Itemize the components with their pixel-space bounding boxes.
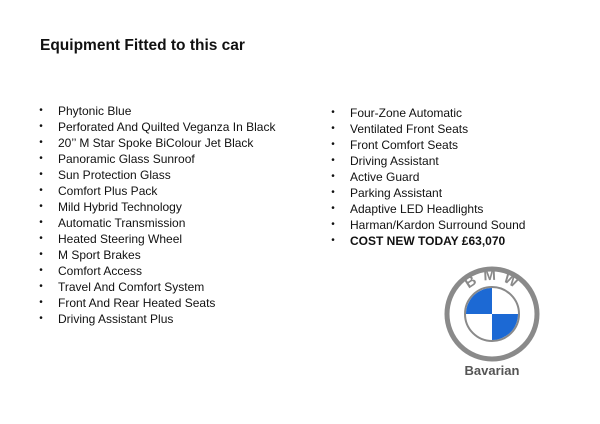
list-item	[37, 135, 275, 151]
bullet: •	[39, 217, 43, 228]
list-item	[37, 183, 275, 199]
item-label: Adaptive LED Headlights	[350, 202, 484, 216]
bullet: •	[39, 201, 43, 212]
bullet: •	[39, 281, 43, 292]
bullet: •	[331, 171, 335, 182]
list-item	[37, 263, 275, 279]
bullet: •	[39, 233, 43, 244]
list-item	[37, 311, 275, 327]
dealer-name: Bavarian	[464, 363, 520, 378]
bullet: •	[331, 203, 335, 214]
page-title: Equipment Fitted to this car	[40, 37, 245, 54]
bmw-roundel-logo	[444, 266, 540, 362]
item-label: Phytonic Blue	[58, 104, 132, 118]
item-label: Mild Hybrid Technology	[58, 200, 182, 214]
logo-letters: B M W	[461, 266, 523, 293]
item-label: Driving Assistant Plus	[58, 312, 174, 326]
item-label: Perforated And Quilted Veganza In Black	[58, 120, 276, 134]
bullet: •	[331, 123, 335, 134]
bullet: •	[39, 297, 43, 308]
bullet: •	[39, 105, 43, 116]
item-label: Comfort Plus Pack	[58, 184, 158, 198]
logo-blue-quadrant	[492, 314, 518, 340]
bullet: •	[39, 153, 43, 164]
cost-new-label: COST NEW TODAY £63,070	[350, 234, 506, 248]
list-item	[37, 103, 275, 119]
bullet: •	[39, 121, 43, 132]
item-label: Driving Assistant	[350, 154, 439, 168]
item-label: Comfort Access	[58, 264, 143, 278]
bullet: •	[331, 139, 335, 150]
list-item	[37, 199, 275, 215]
list-item	[37, 167, 275, 183]
item-label: Travel And Comfort System	[58, 280, 205, 294]
list-item	[37, 151, 275, 167]
bmw-dealer-logo	[444, 266, 540, 384]
equipment-list-right	[329, 105, 525, 249]
bullet: •	[39, 137, 43, 148]
item-label: Parking Assistant	[350, 186, 443, 200]
cost-new-item	[329, 233, 525, 249]
list-item	[329, 201, 525, 217]
list-item	[329, 185, 525, 201]
item-label: 20’’ M Star Spoke BiColour Jet Black	[58, 136, 254, 150]
bullet: •	[331, 155, 335, 166]
bullet: •	[39, 265, 43, 276]
list-item	[37, 247, 275, 263]
bullet: •	[331, 235, 335, 246]
item-label: Ventilated Front Seats	[350, 122, 469, 136]
item-label: Panoramic Glass Sunroof	[58, 152, 195, 166]
list-item	[329, 217, 525, 233]
bullet: •	[331, 187, 335, 198]
list-item	[37, 295, 275, 311]
equipment-list-left	[37, 103, 275, 327]
list-item	[37, 231, 275, 247]
list-item	[329, 137, 525, 153]
item-label: Active Guard	[350, 170, 420, 184]
item-label: Harman/Kardon Surround Sound	[350, 218, 526, 232]
bullet: •	[39, 249, 43, 260]
bullet: •	[39, 185, 43, 196]
item-label: Front Comfort Seats	[350, 138, 459, 152]
list-item	[329, 105, 525, 121]
item-label: Automatic Transmission	[58, 216, 186, 230]
list-item	[37, 119, 275, 135]
list-item	[329, 121, 525, 137]
bullet: •	[331, 219, 335, 230]
item-label: Four-Zone Automatic	[350, 106, 463, 120]
list-item	[329, 169, 525, 185]
list-item	[329, 153, 525, 169]
item-label: M Sport Brakes	[58, 248, 141, 262]
list-item	[37, 279, 275, 295]
item-label: Heated Steering Wheel	[58, 232, 183, 246]
bullet: •	[39, 169, 43, 180]
list-item	[37, 215, 275, 231]
logo-blue-quadrant	[466, 288, 492, 314]
bullet: •	[331, 107, 335, 118]
item-label: Sun Protection Glass	[58, 168, 171, 182]
item-label: Front And Rear Heated Seats	[58, 296, 216, 310]
bullet: •	[39, 313, 43, 324]
